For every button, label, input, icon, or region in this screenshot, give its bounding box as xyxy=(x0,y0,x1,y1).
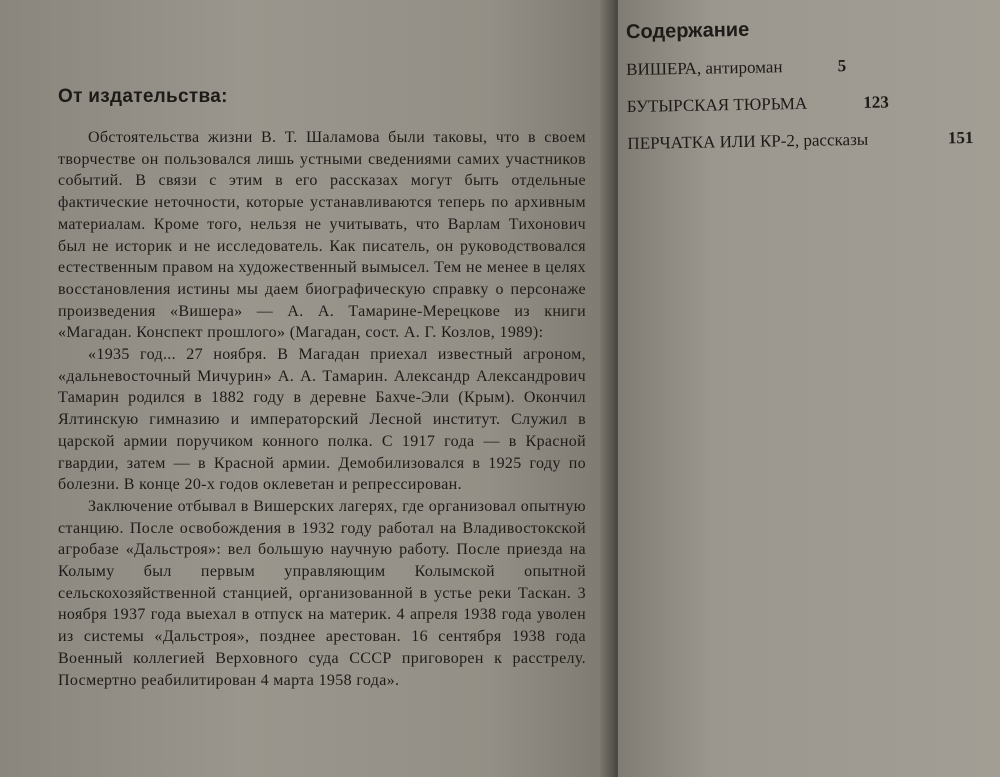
toc-entry-page: 5 xyxy=(837,56,847,76)
toc-entry xyxy=(626,56,846,80)
toc-entry-title: БУТЫРСКАЯ ТЮРЬМА xyxy=(626,93,808,116)
toc-entry-title: ПЕРЧАТКА ИЛИ КР-2, рассказы xyxy=(627,129,869,153)
toc-entry-title: ВИШЕРА, антироман xyxy=(626,57,783,79)
paragraph-3: Заключение отбывал в Вишерских лагерях, где организовал опытную станцию. После освобождения в 1932 году работал на Владивостокской агробазе «Дальстроя»: вел большую научную работу. После приезда на Колыму был первым управляющим Колымской опытной сельскохозяйственной станцией, организованной в устье реки Таскан. 3 ноября 1937 года выехал в отпуск на материк. 4 апреля 1938 года уволен из системы «Дальстроя», позднее арестован. 16 сентября 1938 года Военный коллегией Верховного суда СССР приговорен к расстрелу. Посмертно реабилитирован 4 марта 1958 года». xyxy=(58,497,586,689)
toc-entry xyxy=(627,128,973,154)
toc-entry-page: 151 xyxy=(947,127,974,148)
paragraph-2: «1935 год... 27 ноября. В Магадан приехал известный агроном, «дальневосточный Мичурин» А. А. Тамарин. Александр Александрович Тамарин родился в 1882 году в деревне Бахче-Эли (Крым). Окончил Ялтинскую гимназию и императорский Лесной институт. Служил в царской армии поручиком конного полка. С 1917 года — в Красной гвардии, затем — в Красной армии. Демобилизовался в 1925 году по болезни. В конце 20-х годов оклеветан и репрессирован. xyxy=(58,346,586,494)
toc-entry-page: 123 xyxy=(863,92,889,112)
publisher-note-heading: От издательства: xyxy=(58,86,228,107)
publisher-note-body xyxy=(58,127,586,691)
contents-title: Содержание xyxy=(625,18,750,44)
toc-entry xyxy=(627,92,889,117)
table-of-contents xyxy=(626,54,978,171)
paragraph-1: Обстоятельства жизни В. Т. Шаламова были таковы, что в своем творчестве он пользовался лишь устными сведениями самих участников событий. В связи с этим в его рассказах могут быть отдельные фактические неточности, которые устанавливаются теперь по архивным материалам. Кроме того, нельзя не учитывать, что Варлам Тихонович был не историк и не исследователь. Как писатель, он руководствовался естественным правом на художественный вымысел. Тем не менее в целях восстановления истины мы даем биографическую справку о персонаже произведения «Вишера» — А. А. Тамарине-Мерецкове из книги «Магадан. Конспект прошлого» (Магадан, сост. А. Г. Козлов, 1989): xyxy=(58,129,586,342)
